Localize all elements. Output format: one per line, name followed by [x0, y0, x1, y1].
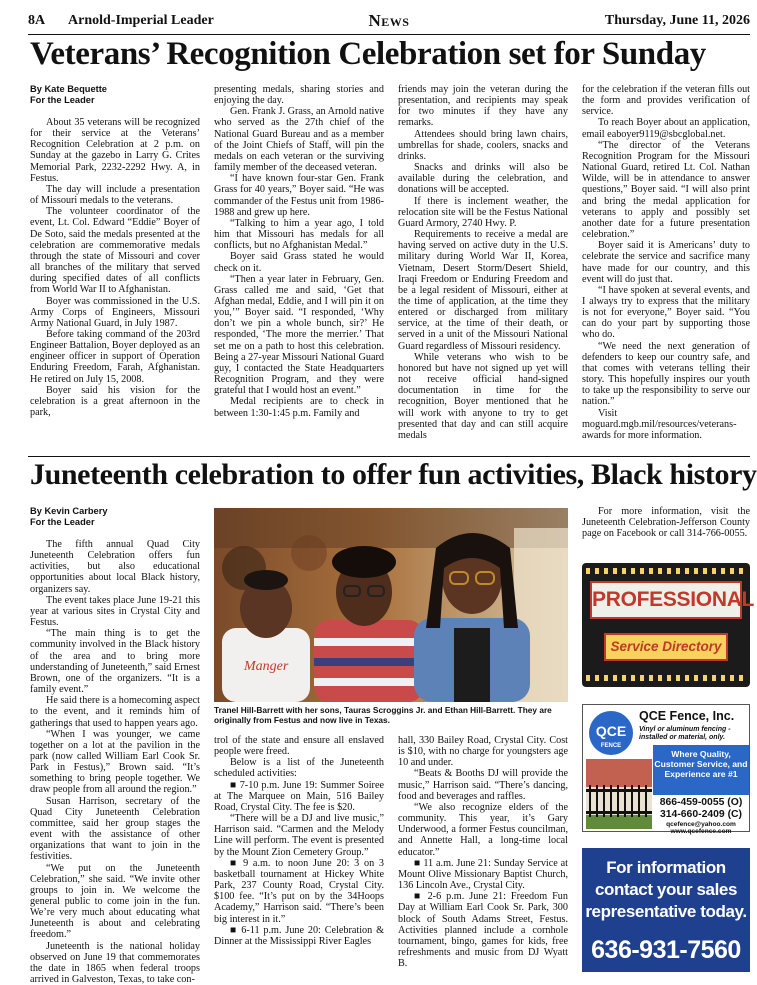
- paragraph: “Talking to him a year ago, I told him that Missouri has medals for all conflicts, but no Afghanistan Medal.”: [214, 217, 384, 252]
- paragraph: If there is inclement weather, the relocation site will be the Festus National Guard Armory, 2740 Hwy. P.: [398, 195, 568, 229]
- paragraph: He said there is a homecoming aspect to the event, and it reminds him of gatherings that used to happen years ago.: [30, 695, 200, 729]
- paragraph: Juneteenth is the national holiday observed on June 19 that commemorates the date in 1865 when federal troops arrived in Galveston, Texas, to take con-: [30, 940, 200, 985]
- marquee-lights-bottom: [586, 675, 746, 681]
- paragraph: ■ 9 a.m. to noon June 20: 3 on 3 basketball tournament at Hickey White Park, 237 County Road, Crystal City. $100 fee. “It’s put on by the 34Hoops Academy,” Harrison said. “There’s been big interest in it.”: [214, 857, 384, 925]
- qce-logo-text: QCE: [595, 723, 627, 739]
- paragraph: for the celebration if the veteran fills out the form and provides verification of service.: [582, 84, 750, 118]
- issue-date: Thursday, June 11, 2026: [604, 13, 750, 28]
- article2-column-2: [214, 735, 384, 975]
- sales-ad-phone: 636-931-7560: [591, 936, 741, 964]
- paragraph: “We put on the Juneteenth Celebration,” she said. “We invite other groups to join in. We welcome the general public to come join in the fun. We’re very much about educating what Juneteenth is about and celebrating freedom.”: [30, 862, 200, 941]
- article1-column-2: [214, 84, 384, 454]
- paragraph: “We also recognize elders of the community. This year, it’s Gary Underwood, a former Festus councilman, and Annette Hall, a long-time local educator.”: [398, 801, 568, 858]
- paragraph: ■ 11 a.m. June 21: Sunday Service at Mount Olive Missionary Baptist Church, 136 Lincoln Ave., Crystal City.: [398, 857, 568, 892]
- sales-ad-line-3: representative today.: [585, 902, 747, 921]
- newspaper-name: Arnold-Imperial Leader: [68, 13, 214, 28]
- qce-cell-phone: 314-660-2409 (C): [659, 809, 743, 820]
- ad-service-directory-label: Service Directory: [604, 633, 728, 661]
- paragraph: Before taking command of the 203rd Engineer Battalion, Boyer deployed as an engineer officer in support of Operation Enduring Freedom, Farah, Afghanistan. He retired on July 15, 2008.: [30, 328, 200, 385]
- professional-service-directory-ad: [582, 563, 755, 687]
- paragraph: Medal recipients are to check in between 1:30-1:45 p.m. Family and: [214, 396, 384, 419]
- paragraph: Susan Harrison, secretary of the Quad City Juneteenth Celebration committee, said her group stages the event with the assistance of other organizations that want to join in the festivities.: [30, 795, 200, 863]
- paragraph: Below is a list of the Juneteenth scheduled activities:: [214, 757, 384, 780]
- paragraph: presenting medals, sharing stories and enjoying the day.: [214, 84, 384, 107]
- paragraph: hall, 330 Bailey Road, Crystal City. Cost is $10, with no charge for youngsters age 10 and under.: [398, 735, 568, 769]
- marquee-lights-top: [586, 568, 746, 574]
- qce-logo-subtext: FENCE: [600, 743, 622, 749]
- article2-column-4: [582, 506, 750, 556]
- paragraph: “There will be a DJ and live music,” Harrison said. “Carmen and the Melody Line will perform. The event is presented by the Mount Zion Cemetery Group.”: [214, 813, 384, 858]
- sales-ad-line-1: For information: [606, 858, 726, 877]
- article1-byline: By Kate Bequette For the Leader: [30, 84, 107, 105]
- paragraph: The volunteer coordinator of the event, Lt. Col. Edward “Eddie” Boyer of De Soto, said the medals presented at the celebration are commemorative medals through the state of Missouri and cover all branches of the military that served during specified dates of all conflicts from World War II to Afghanistan.: [30, 206, 200, 296]
- paragraph: Snacks and drinks will also be available during the celebration, and donations will be accepted.: [398, 162, 568, 196]
- paragraph: Boyer was commissioned in the U.S. Army Corps of Engineers, Missouri Army National Guard, in July 1987.: [30, 295, 200, 329]
- qce-logo-icon: [587, 709, 635, 757]
- article-divider-rule: [28, 456, 750, 457]
- section-name: News: [368, 11, 410, 30]
- paragraph: The day will include a presentation of Missouri medals to the veterans.: [30, 183, 200, 207]
- paragraph: Boyer said Grass stated he would check on it.: [214, 251, 384, 274]
- article2-column-3: [398, 735, 568, 975]
- article1-col1-body: [30, 117, 200, 418]
- paragraph: Requirements to receive a medal are having served on active duty in the U.S. military during World War II, Korea, Vietnam, Desert Storm/Desert Shield, Iraqi Freedom or Enduring Freedom and be a legal resident of Missouri, either at the time of application, at the time they entered or discharged from military service, at the time of their death, or served in a unit of the Missouri National Guard regardless of Missouri residency.: [398, 229, 568, 352]
- paragraph: ■ 7-10 p.m. June 19: Summer Soiree at The Marquee on Main, 516 Bailey Road, Crystal City. The fee is $20.: [214, 779, 384, 813]
- photo-shirt-text: Manger: [244, 659, 289, 674]
- qce-company-name: QCE Fence, Inc.: [639, 709, 735, 723]
- article-headline-veterans: Veterans’ Recognition Celebration set for Sunday: [30, 36, 706, 72]
- qce-office-phone: 866-459-0055 (O): [659, 797, 743, 808]
- paragraph: Boyer said it is Americans’ duty to celebrate the service and sacrifice many have made for our country, and this event will do just that.: [582, 240, 750, 285]
- paragraph: About 35 veterans will be recognized for their service at the Veterans’ Recognition Celebration at 2 p.m. on Sunday at the gazebo in Larry G. Crites Memorial Park, 2232-2292 Hwy. A, in Festus.: [30, 117, 200, 184]
- article1-column-1: [30, 84, 200, 454]
- paragraph: ■ 6-11 p.m. June 20: Celebration & Dinner at the Mississippi River Eagles: [214, 924, 384, 947]
- fence-image: [586, 759, 652, 829]
- paragraph: “Then a year later in February, Gen. Grass called me and said, ‘Get that Afghan medal, Eddie, and I will pin it on you,’” Boyer said. “I responded, ‘Why don’t we pin a whole bunch, sir?’ He responded, ‘The more the merrier.’ That set me on a path to host this celebration. Being a 27-year Missouri National Guard guy, I contacted the State Headquarters Recognition Program, and they were grateful that I would host an event.”: [214, 273, 384, 397]
- article1-column-3: [398, 84, 568, 454]
- juneteenth-family-photo: [214, 508, 568, 702]
- article2-byline: By Kevin Carbery For the Leader: [30, 506, 108, 527]
- paragraph: friends may join the veteran during the presentation, and recipients may speak for two minutes if they have any remarks.: [398, 84, 568, 129]
- paragraph: “When I was younger, we came together on a lot at the pavilion in the park (now called William Earl Cook Sr. Park in Festus),” Brown said. “It’s something to bring people together. We draw people from all around the region.”: [30, 728, 200, 796]
- paragraph: “The main thing is to get the community involved in the Black history of the area and to bring more understanding of Juneteenth,” said Ernest Brown, one of the organizers. “It is a family event.”: [30, 628, 200, 696]
- paragraph: “We need the next generation of defenders to keep our country safe, and that comes with veterans telling their story. This hopefully inspires our youth to take up the responsibility to serve our nation.”: [582, 340, 750, 408]
- qce-tagline: Vinyl or aluminum fencing - installed or material, only.: [639, 726, 731, 741]
- article1-column-4: [582, 84, 750, 454]
- paragraph: “I have spoken at several events, and I always try to express that the military is not for everyone,” Boyer said. “You can do your part by supporting those who do.: [582, 284, 750, 341]
- article-headline-juneteenth: Juneteenth celebration to offer fun activities, Black history: [30, 458, 757, 491]
- paragraph: “Beats & Booths DJ will provide the music,” Harrison said. “There’s dancing, food and beverages and raffles.: [398, 768, 568, 802]
- article2-col1-body: [30, 539, 200, 985]
- paragraph: “The director of the Veterans Recognition Program for the Missouri National Guard, retired Lt. Col. Nathan Wilde, will be in attendance to answer questions,” Boyer said. “I will also print and bring the medal application for veterans to apply and possibly set another date for a future presentation celebration.”: [582, 139, 750, 241]
- qce-slogan-box: Where Quality, Customer Service, and Experience are #1: [653, 745, 749, 795]
- paragraph: ■ 2-6 p.m. June 21: Freedom Fun Day at William Earl Cook Sr. Park, 300 block of South Adams Street, Festus. Activities planned include a cornhole tournament, bingo, games for kids, free refreshments and music from DJ Wyatt B.: [398, 891, 568, 970]
- paragraph: While veterans who wish to be honored but have not signed up yet will not receive official hand-signed documentation in time for the recognition, Boyer mentioned that he will work with anyone to try to get presented that day and can still acquire medals: [398, 351, 568, 441]
- sales-ad-line-2: contact your sales: [594, 880, 738, 899]
- header-rule: [28, 34, 750, 35]
- paragraph: trol of the state and ensure all enslaved people were freed.: [214, 735, 384, 758]
- paragraph: To reach Boyer about an application, email eaboyer9119@sbcglobal.net.: [582, 117, 750, 140]
- article2-column-1: [30, 506, 200, 985]
- qce-fence-ad: [582, 704, 750, 835]
- paragraph: For more information, visit the Juneteenth Celebration-Jefferson County page on Facebook or call 314-766-0055.: [582, 506, 750, 540]
- paragraph: Attendees should bring lawn chairs, umbrellas for shade, coolers, snacks and drinks.: [398, 128, 568, 162]
- photo-caption: Tranel Hill-Barrett with her sons, Tauras Scroggins Jr. and Ethan Hill-Barrett. They are originally from Festus and now live in Texas.: [214, 705, 552, 725]
- ad-professional-title: PROFESSIONAL: [590, 581, 742, 619]
- page-number: 8A: [28, 13, 46, 28]
- page-header: [28, 12, 750, 34]
- paragraph: Visit moguard.mgb.mil/resources/veterans-awards for more information.: [582, 407, 737, 441]
- sales-contact-ad: [582, 848, 750, 972]
- paragraph: Boyer said his vision for the celebration is a great afternoon in the park,: [30, 384, 200, 419]
- qce-website: www.qcefence.com: [670, 828, 732, 835]
- paragraph: “I have known four-star Gen. Frank Grass for 40 years,” Boyer said. “He was commander of the Festus unit from 1986-1988 and grew up here.: [214, 173, 384, 218]
- qce-email: qcefence@yahoo.com: [666, 821, 736, 828]
- paragraph: The fifth annual Quad City Juneteenth Celebration offers fun activities, but also educational opportunities about local Black history, organizers say.: [30, 539, 200, 595]
- family-photo-image: [214, 508, 568, 702]
- paragraph: The event takes place June 19-21 this year at various sites in Crystal City and Festus.: [30, 594, 200, 629]
- paragraph: Gen. Frank J. Grass, an Arnold native who served as the 27th chief of the National Guard Bureau and as a member of the Joint Chiefs of Staff, will pin the medals on each veteran or the surviving family member of the deceased veteran.: [214, 106, 384, 174]
